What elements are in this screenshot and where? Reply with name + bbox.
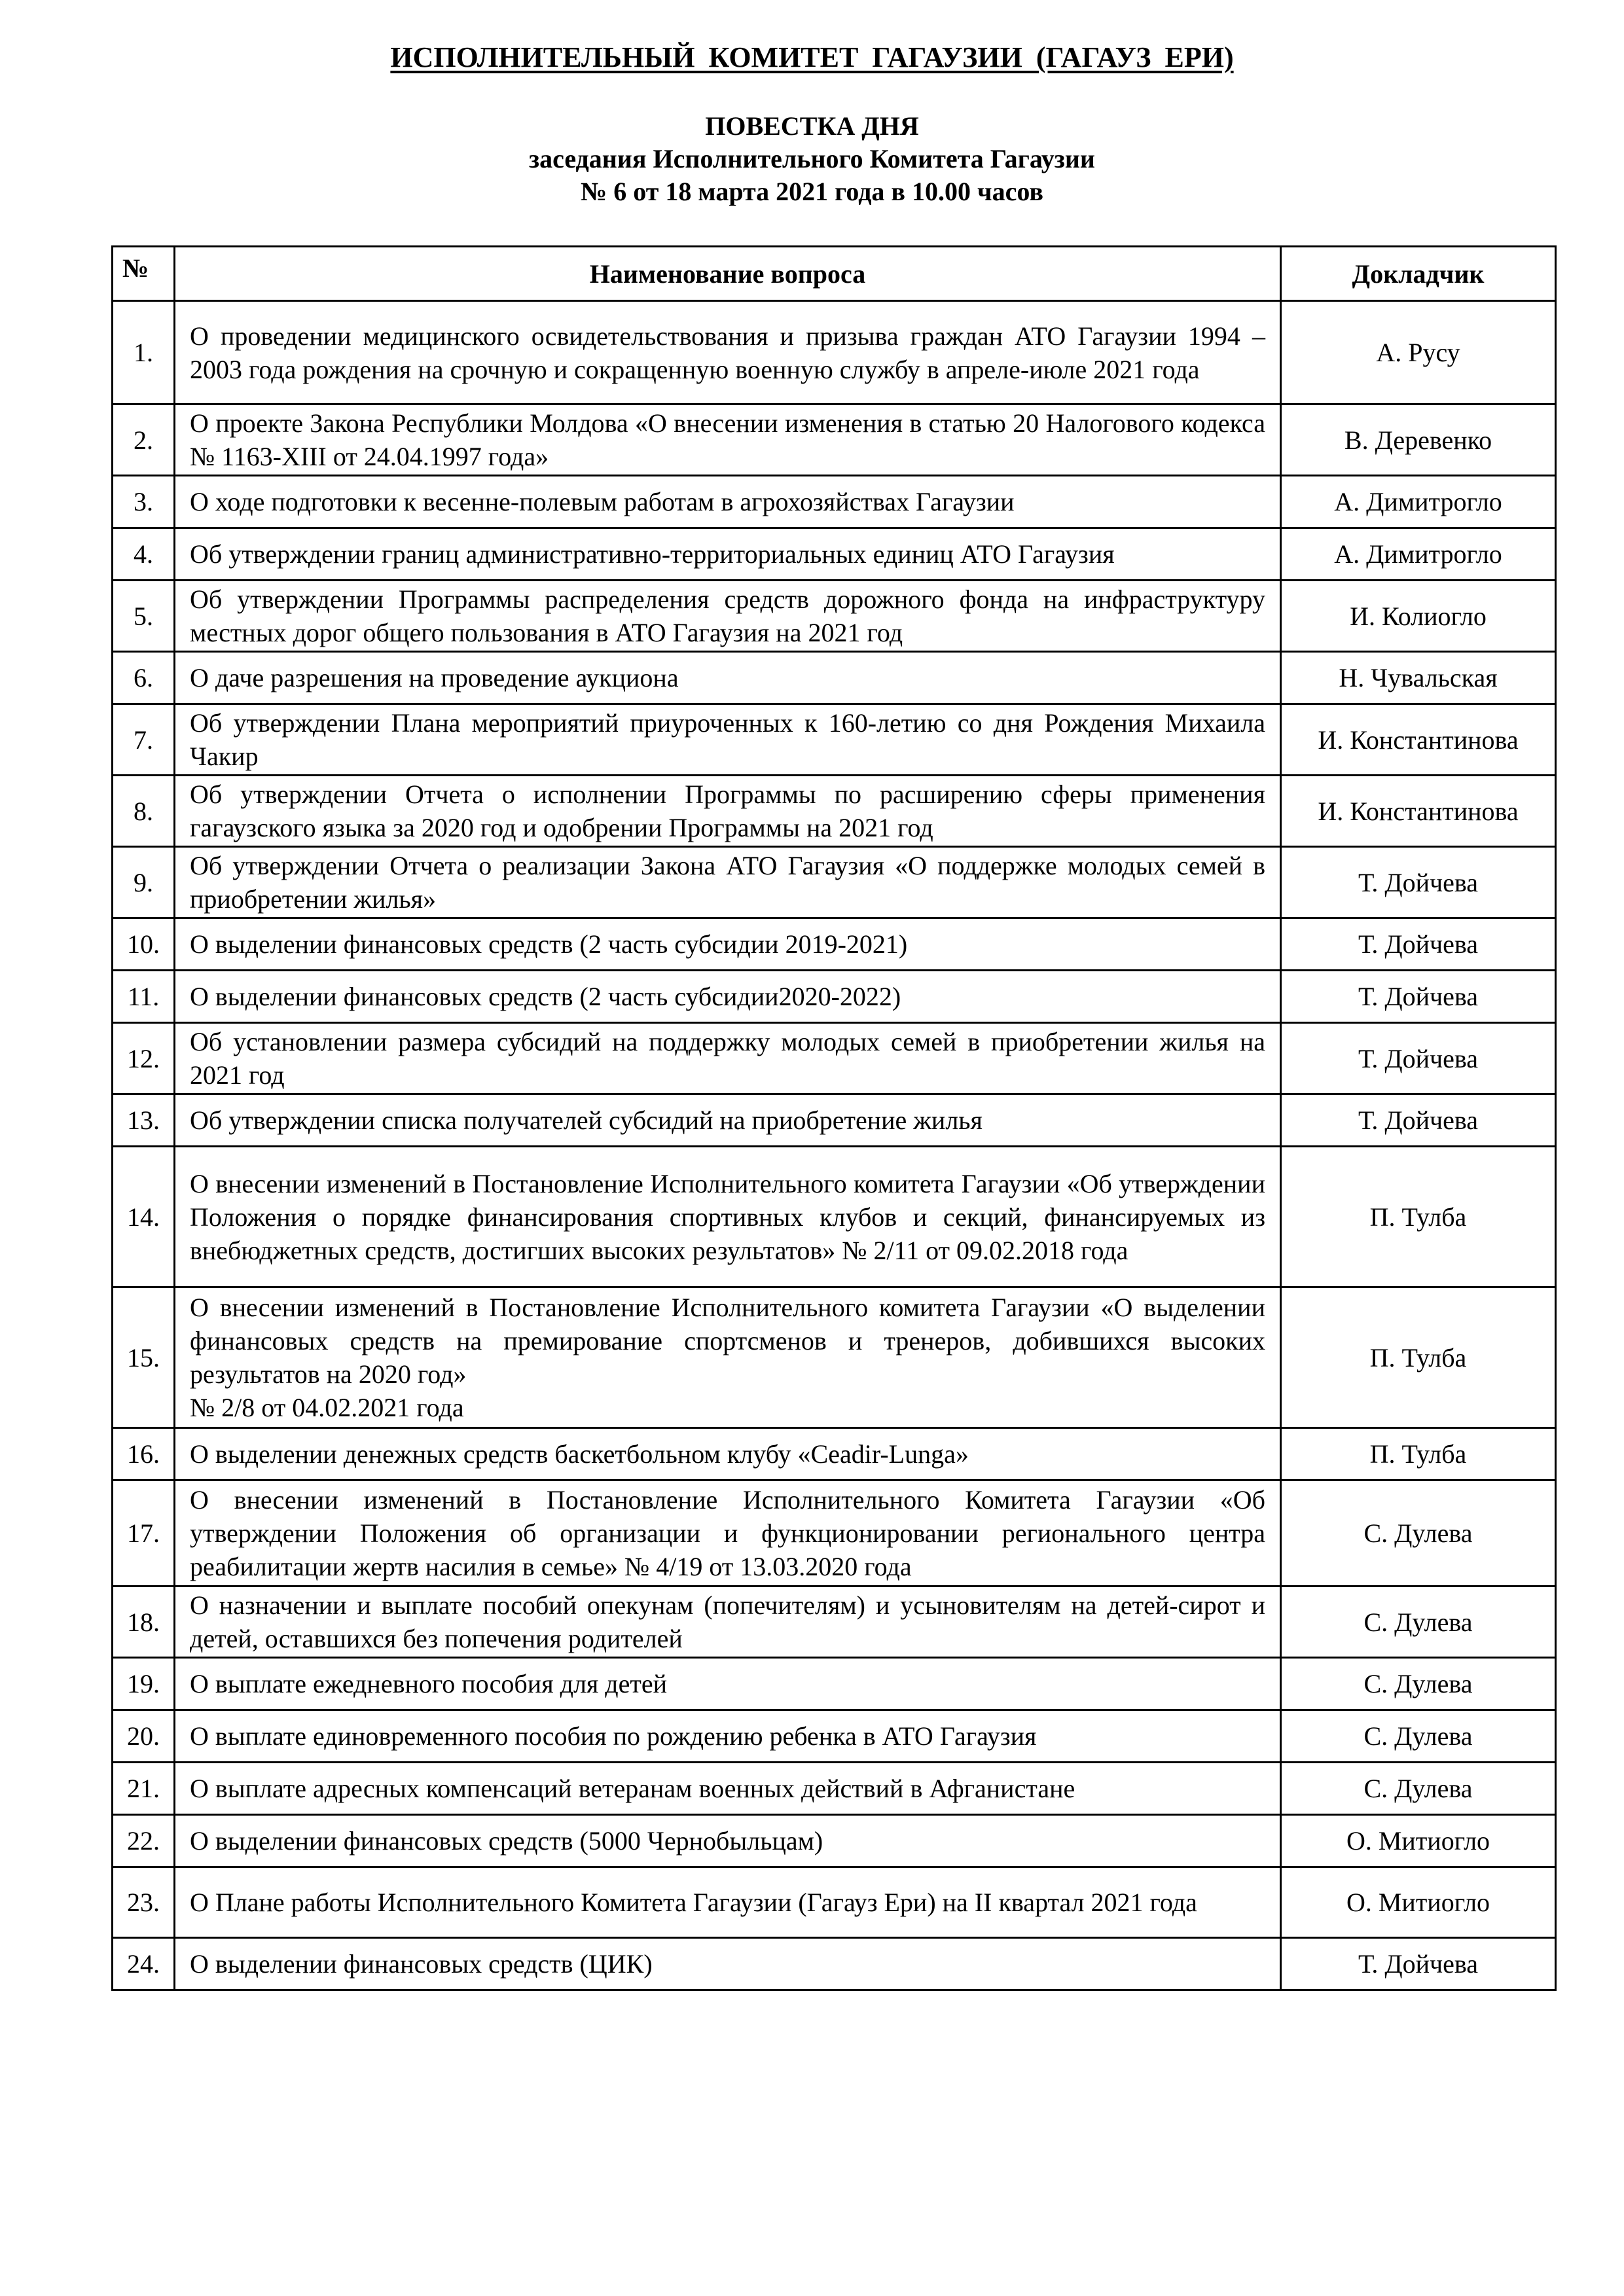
row-speaker: Т. Дойчева	[1281, 847, 1556, 918]
table-row	[113, 776, 1556, 847]
row-title: О внесении изменений в Постановление Исполнительного комитета Гагаузии «Об утверждении Положения о порядке финансирования спортивных клубов и секций, финансируемых из внебюджетных средств, достигших высоких результатов» № 2/11 от 09.02.2018 года	[175, 1147, 1281, 1287]
row-speaker: С. Дулева	[1281, 1763, 1556, 1815]
row-number: 22.	[113, 1815, 175, 1867]
table-row	[113, 528, 1556, 581]
row-number: 1.	[113, 301, 175, 404]
row-title	[175, 1287, 1281, 1428]
table-row	[113, 1815, 1556, 1867]
row-number: 18.	[113, 1587, 175, 1658]
table-row	[113, 1428, 1556, 1480]
row-title: О внесении изменений в Постановление Исполнительного Комитета Гагаузии «Об утверждении Положения об организации и функционировании регионального центра реабилитации жертв насилия в семье» № 4/19 от 13.03.2020 года	[175, 1480, 1281, 1587]
table-row	[113, 1710, 1556, 1763]
row-title: О выплате ежедневного пособия для детей	[175, 1658, 1281, 1710]
row-number: 3.	[113, 476, 175, 528]
row-speaker: С. Дулева	[1281, 1587, 1556, 1658]
row-speaker: С. Дулева	[1281, 1658, 1556, 1710]
row-speaker: А. Димитрогло	[1281, 528, 1556, 581]
agenda-title: ПОВЕСТКА ДНЯ	[705, 111, 919, 141]
agenda-table	[111, 245, 1557, 1991]
row-speaker: В. Деревенко	[1281, 404, 1556, 476]
table-row	[113, 1763, 1556, 1815]
row-title: О выделении финансовых средств (5000 Чернобыльцам)	[175, 1815, 1281, 1867]
row-speaker: Т. Дойчева	[1281, 1094, 1556, 1147]
row-speaker: Т. Дойчева	[1281, 1023, 1556, 1094]
row-title-reference: № 2/8 от 04.02.2021 года	[190, 1393, 464, 1422]
row-number: 20.	[113, 1710, 175, 1763]
organization-title: ИСПОЛНИТЕЛЬНЫЙ КОМИТЕТ ГАГАУЗИИ (ГАГАУЗ ЕРИ)	[390, 41, 1234, 73]
row-number: 13.	[113, 1094, 175, 1147]
row-speaker: И. Константинова	[1281, 776, 1556, 847]
row-speaker: П. Тулба	[1281, 1147, 1556, 1287]
row-speaker: С. Дулева	[1281, 1710, 1556, 1763]
row-speaker: О. Митиогло	[1281, 1815, 1556, 1867]
meeting-date: № 6 от 18 марта 2021 года в 10.00 часов	[581, 177, 1043, 206]
row-title: Об утверждении границ административно-территориальных единиц АТО Гагаузия	[175, 528, 1281, 581]
row-title: О выплате адресных компенсаций ветеранам военных действий в Афганистане	[175, 1763, 1281, 1815]
table-row	[113, 847, 1556, 918]
row-number: 10.	[113, 918, 175, 971]
table-row	[113, 1658, 1556, 1710]
row-speaker: И. Колиогло	[1281, 581, 1556, 652]
row-title: Об установлении размера субсидий на поддержку молодых семей в приобретении жилья на 2021 год	[175, 1023, 1281, 1094]
row-title-text: О внесении изменений в Постановление Исполнительного комитета Гагаузии «О выделении финансовых средств на премирование спортсменов и тренеров, добившихся высоких результатов на 2020 год»	[190, 1293, 1265, 1389]
row-number: 15.	[113, 1287, 175, 1428]
meeting-subtitle: заседания Исполнительного Комитета Гагаузии	[529, 144, 1095, 173]
agenda-header-row	[113, 247, 1556, 301]
row-number: 9.	[113, 847, 175, 918]
row-title: Об утверждении Отчета о реализации Закона АТО Гагаузия «О поддержке молодых семей в приобретении жилья»	[175, 847, 1281, 918]
row-title: О выделении финансовых средств (ЦИК)	[175, 1938, 1281, 1990]
table-row	[113, 704, 1556, 776]
table-row	[113, 1480, 1556, 1587]
table-row	[113, 652, 1556, 704]
row-title: Об утверждении списка получателей субсидий на приобретение жилья	[175, 1094, 1281, 1147]
table-row	[113, 1023, 1556, 1094]
table-row	[113, 581, 1556, 652]
column-header-speaker: Докладчик	[1281, 247, 1556, 301]
row-title: О назначении и выплате пособий опекунам (попечителям) и усыновителям на детей-сирот и детей, оставшихся без попечения родителей	[175, 1587, 1281, 1658]
row-title: Об утверждении Программы распределения средств дорожного фонда на инфраструктуру местных дорог общего пользования в АТО Гагаузия на 2021 год	[175, 581, 1281, 652]
table-row	[113, 1938, 1556, 1990]
row-number: 7.	[113, 704, 175, 776]
row-title: О выделении финансовых средств (2 часть субсидии2020-2022)	[175, 971, 1281, 1023]
row-speaker: Т. Дойчева	[1281, 971, 1556, 1023]
table-row	[113, 301, 1556, 404]
row-title: О Плане работы Исполнительного Комитета Гагаузии (Гагауз Ери) на II квартал 2021 года	[175, 1867, 1281, 1938]
table-row	[113, 1094, 1556, 1147]
row-number: 11.	[113, 971, 175, 1023]
table-row	[113, 971, 1556, 1023]
row-number: 6.	[113, 652, 175, 704]
row-title: Об утверждении Плана мероприятий приуроченных к 160-летию со дня Рождения Михаила Чакир	[175, 704, 1281, 776]
row-title: О проведении медицинского освидетельствования и призыва граждан АТО Гагаузии 1994 – 2003 года рождения на срочную и сокращенную военную службу в апреле-июле 2021 года	[175, 301, 1281, 404]
row-number: 23.	[113, 1867, 175, 1938]
table-row	[113, 1867, 1556, 1938]
table-row	[113, 404, 1556, 476]
row-speaker: О. Митиогло	[1281, 1867, 1556, 1938]
row-speaker: А. Димитрогло	[1281, 476, 1556, 528]
row-title: О выделении финансовых средств (2 часть субсидии 2019-2021)	[175, 918, 1281, 971]
row-number: 21.	[113, 1763, 175, 1815]
row-speaker: С. Дулева	[1281, 1480, 1556, 1587]
table-row	[113, 1587, 1556, 1658]
row-number: 24.	[113, 1938, 175, 1990]
row-title: О проекте Закона Республики Молдова «О внесении изменения в статью 20 Налогового кодекса № 1163-XIII от 24.04.1997 года»	[175, 404, 1281, 476]
row-speaker: П. Тулба	[1281, 1287, 1556, 1428]
row-number: 2.	[113, 404, 175, 476]
row-number: 5.	[113, 581, 175, 652]
row-title: О даче разрешения на проведение аукциона	[175, 652, 1281, 704]
row-number: 8.	[113, 776, 175, 847]
row-speaker: Н. Чувальская	[1281, 652, 1556, 704]
row-number: 14.	[113, 1147, 175, 1287]
row-speaker: А. Русу	[1281, 301, 1556, 404]
row-speaker: И. Константинова	[1281, 704, 1556, 776]
table-row	[113, 1287, 1556, 1428]
row-number: 16.	[113, 1428, 175, 1480]
column-header-title: Наименование вопроса	[175, 247, 1281, 301]
row-number: 19.	[113, 1658, 175, 1710]
row-number: 17.	[113, 1480, 175, 1587]
row-title: О выплате единовременного пособия по рождению ребенка в АТО Гагаузия	[175, 1710, 1281, 1763]
table-row	[113, 1147, 1556, 1287]
row-speaker: П. Тулба	[1281, 1428, 1556, 1480]
row-number: 12.	[113, 1023, 175, 1094]
row-title: Об утверждении Отчета о исполнении Программы по расширению сферы применения гагаузского языка за 2020 год и одобрении Программы на 2021 год	[175, 776, 1281, 847]
row-speaker: Т. Дойчева	[1281, 1938, 1556, 1990]
row-speaker: Т. Дойчева	[1281, 918, 1556, 971]
row-title: О выделении денежных средств баскетбольном клубу «Ceadir-Lunga»	[175, 1428, 1281, 1480]
table-row	[113, 918, 1556, 971]
table-row	[113, 476, 1556, 528]
row-title: О ходе подготовки к весенне-полевым работам в агрохозяйствах Гагаузии	[175, 476, 1281, 528]
row-number: 4.	[113, 528, 175, 581]
column-header-number: №	[113, 247, 175, 301]
